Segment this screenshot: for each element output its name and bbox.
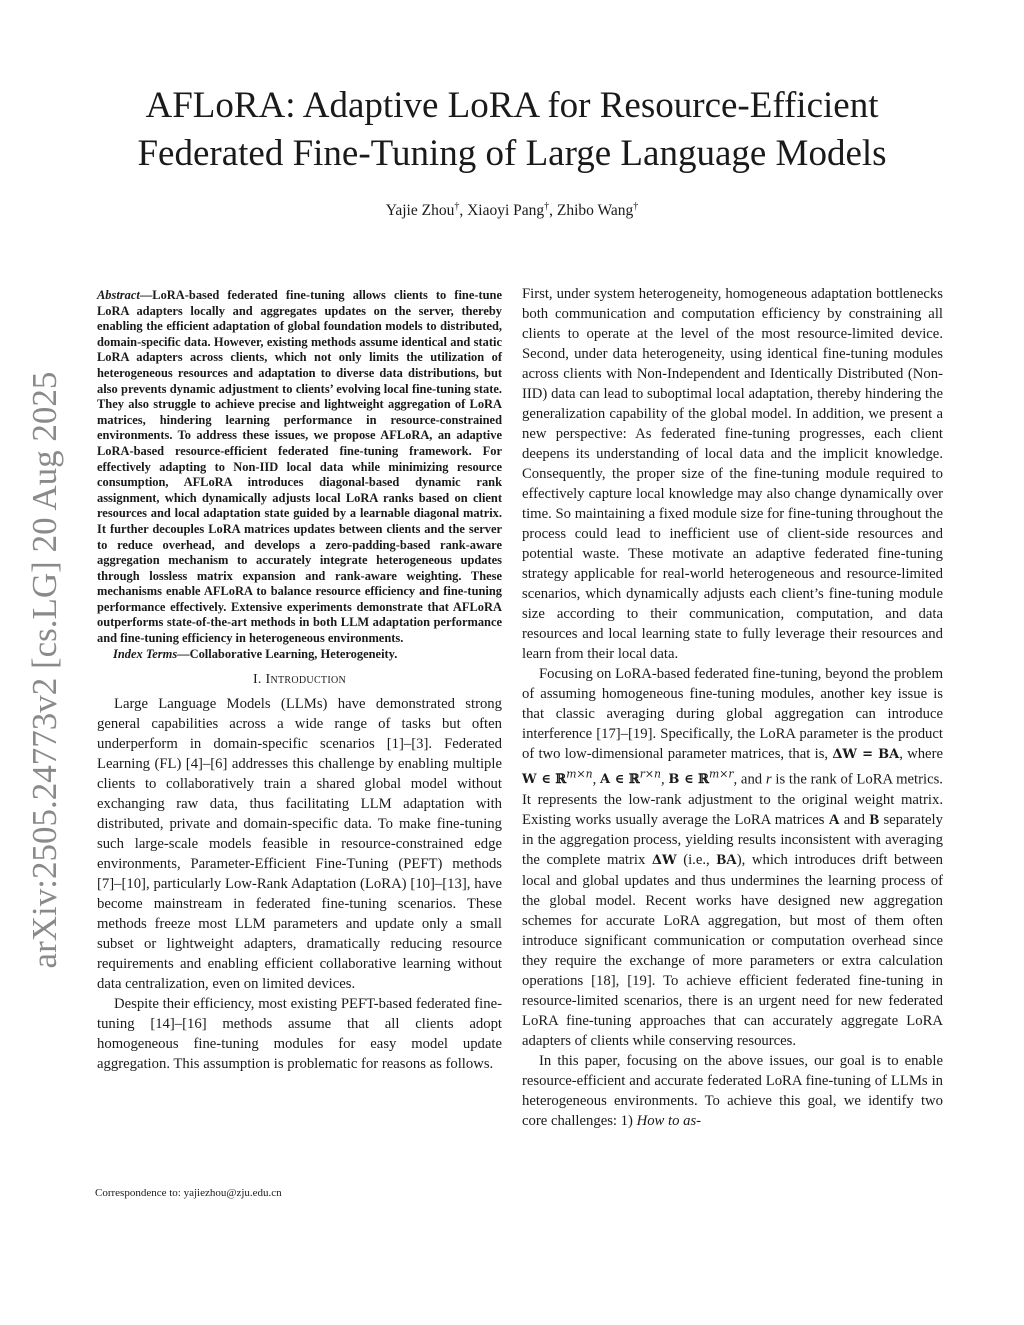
arxiv-sidebar bbox=[15, 360, 75, 980]
author-name: Yajie Zhou bbox=[385, 202, 455, 220]
text-run: ), which introduces drift between local and global updates and thus undermines the learning process of the global model. Recent works have designed new aggregation schemes for accurate LoRA aggregation, but most of them often introduce significant communication or computation overhead since they require the exchange of more parameters or extra calculation operations [18], [19]. To achieve efficient federated fine-tuning in resource-limited scenarios, there is an urgent need for new federated LoRA fine-tuning approaches that can accurately aggregate LoRA adapters of clients while conserving resources. bbox=[522, 852, 943, 1050]
equation-delta-w: ΔW = BA bbox=[832, 747, 900, 762]
text-run: , bbox=[660, 771, 669, 788]
eq-b: B ∈ ℝ bbox=[668, 772, 709, 788]
eq-b-sup: m×r bbox=[708, 768, 734, 781]
author-list: Yajie Zhou†, Xiaoyi Pang†, Zhibo Wang† bbox=[385, 201, 639, 220]
section-heading bbox=[97, 672, 502, 688]
equation-b-dim bbox=[668, 768, 734, 788]
eq-a: A ∈ ℝ bbox=[599, 772, 640, 788]
intro-paragraph-1: Large Language Models (LLMs) have demonstrated strong general capabilities across a wide range of tasks but often underperform in domain-specific scenarios [1]–[3]. Federated Learning (FL) [4]–[6] addresses this challenge by enabling multiple clients to collaboratively train a shared global model without exchanging raw data, thus facilitating LLM adaptation with distributed, private and domain-specific data. To make fine-tuning such large-scale models feasible in resource-constrained edge environments, Parameter-Efficient Fine-Tuning (PEFT) methods [7]–[10], particularly Low-Rank Adaptation (LoRA) [10]–[13], have become mainstream in federated fine-tuning scenarios. These methods freeze most LLM parameters and update only a small subset or lightweight adapters, dramatically reducing resource requirements and enabling efficient collaborative learning without data centralization, even on limited devices. bbox=[97, 696, 502, 993]
section-number: I. bbox=[252, 672, 266, 688]
section-title: Introduction bbox=[265, 672, 347, 688]
text-run: , bbox=[592, 771, 597, 788]
index-terms-label: Index Terms bbox=[113, 646, 178, 661]
correspondence-footnote: Correspondence to: yajiezhou@zju.edu.cn bbox=[95, 1187, 282, 1199]
abstract bbox=[97, 288, 502, 647]
intro-paragraph-5 bbox=[522, 1051, 943, 1131]
title-line-1: AFLoRA: Adaptive LoRA for Resource-Efficient bbox=[145, 85, 879, 126]
author-name: Zhibo Wang bbox=[556, 202, 634, 220]
symbol-delta-w: ΔW bbox=[651, 853, 677, 869]
eq-w-sup: m×n bbox=[566, 768, 593, 781]
text-run: is the rank of LoRA metrics. It represents the low-rank adjustment to the original weight matrix. Existing works usually average the LoRA matrices bbox=[522, 771, 943, 829]
left-column bbox=[97, 288, 502, 1074]
text-run: , where bbox=[899, 746, 943, 762]
text-run: , and bbox=[733, 771, 766, 788]
arxiv-identifier: arXiv:2505.24773v2 [cs.LG] 20 Aug 2025 bbox=[25, 371, 64, 969]
eq-w: W ∈ ℝ bbox=[522, 772, 567, 788]
intro-paragraph-3: First, under system heterogeneity, homogeneous adaptation bottlenecks both communication and computation efficiency by constraining all clients to operate at the level of the most resource-limited device. Second, under data heterogeneity, using identical fine-tuning modules across clients with Non-Independent and Identically Distributed (Non-IID) data can lead to suboptimal local adaptation, thereby hindering the generalization capability of the global model. In addition, we present a new perspective: As federated fine-tuning progresses, each client deepens its understanding of local data and the implicit knowledge. Consequently, the proper size of the fine-tuning module required to effectively capture local knowledge may also change dynamically over time. So maintaining a fixed module size for fine-tuning throughout the process could lead to inefficient use of client-side resources and potential waste. These motivate an adaptive federated fine-tuning strategy applicable for real-world heterogeneous and resource-limited scenarios, which dynamically adjusts each client’s fine-tuning module size according to their communication, computation, and data resources and local learning state to fully leverage their resources and learn from their local data. bbox=[522, 286, 943, 662]
text-run: and bbox=[839, 812, 870, 829]
symbol-ba: BA bbox=[716, 852, 737, 869]
intro-paragraph-4 bbox=[522, 664, 943, 1051]
title-line-2: Federated Fine-Tuning of Large Language Models bbox=[137, 133, 887, 174]
symbol-b: B bbox=[869, 812, 880, 829]
author-name: Xiaoyi Pang bbox=[467, 202, 545, 220]
author-mark: † bbox=[454, 201, 460, 212]
equation-w-dim bbox=[522, 768, 593, 788]
abstract-text: —LoRA-based federated fine-tuning allows clients to fine-tune LoRA adapters locally and aggregates updates on the server, thereby enabling the efficient adaptation of global foundation models to distributed, domain-specific data. However, existing methods assume identical and static LoRA adapters across clients, which not only limits the utilization of heterogeneous resources and adaptation to diverse data distributions, but also prevents dynamic adjustment to clients’ evolving local fine-tuning state. They also struggle to achieve precise and lightweight aggregation of LoRA matrices, hindering learning performance in resource-constrained environments. To address these issues, we propose AFLoRA, an adaptive LoRA-based resource-efficient federated fine-tuning framework. For effectively adapting to Non-IID local data while minimizing resource consumption, AFLoRA introduces diagonal-based dynamic rank assignment, which dynamically adjusts local LoRA ranks based on client resources and local adaptation state guided by a learnable diagonal matrix. It further decouples LoRA matrices updates between clients and the server to reduce overhead, and develops a zero-padding-based rank-aware aggregation mechanism to accurately integrate heterogeneous updates through lossless matrix expansion and rank-aware weighting. These mechanisms enable AFLoRA to balance resource efficiency and fine-tuning performance effectively. Extensive experiments demonstrate that AFLoRA outperforms state-of-the-art methods in both LLM adaptation performance and fine-tuning efficiency in heterogeneous environments. bbox=[97, 288, 502, 646]
symbol-r: r bbox=[765, 771, 772, 788]
index-terms bbox=[97, 647, 502, 663]
symbol-a: A bbox=[828, 812, 840, 829]
equation-a-dim bbox=[599, 768, 661, 788]
italic-run: How to as- bbox=[636, 1113, 702, 1130]
eq-a-sup: r×n bbox=[639, 768, 661, 781]
right-column bbox=[522, 284, 943, 1131]
author-mark: † bbox=[633, 201, 639, 212]
index-terms-text: —Collaborative Learning, Heterogeneity. bbox=[177, 646, 398, 661]
abstract-label: Abstract bbox=[97, 288, 140, 302]
text-run: separately in the aggregation process, yielding results inconsistent with averaging the complete matrix bbox=[522, 812, 943, 869]
intro-paragraph-2: Despite their efficiency, most existing PEFT-based federated fine-tuning [14]–[16] methods assume that all clients adopt homogeneous fine-tuning modules for easy model update aggregation. This assumption is problematic for reasons as follows. bbox=[97, 996, 502, 1073]
author-mark: † bbox=[544, 201, 550, 212]
paper-title bbox=[40, 82, 984, 178]
text-run: In this paper, focusing on the above issues, our goal is to enable resource-efficient and accurate federated LoRA fine-tuning of LLMs in heterogeneous environments. To achieve this goal, we identify two core challenges: 1) bbox=[522, 1053, 943, 1130]
text-run: Focusing on LoRA-based federated fine-tuning, beyond the problem of assuming homogeneous fine-tuning modules, another key issue is that classic averaging during global aggregation can introduce interference [17]–[19]. Specifically, the LoRA parameter is the product of two low-dimensional parameter matrices, that is, bbox=[522, 666, 943, 762]
text-run: (i.e., bbox=[676, 852, 717, 869]
